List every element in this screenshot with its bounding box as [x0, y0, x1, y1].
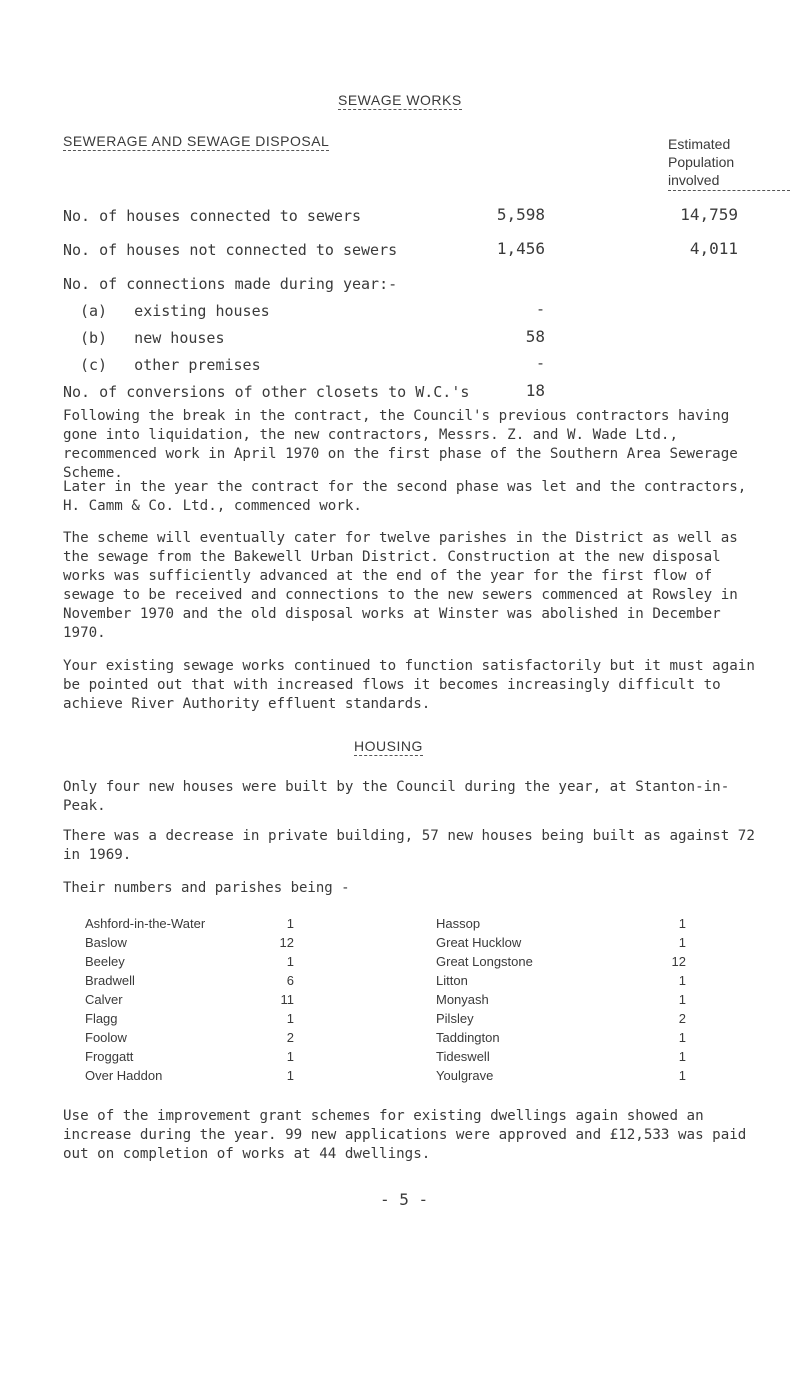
- sewerage-paragraph-4: Your existing sewage works continued to function satisfactorily but it must again be pointed out that with increased flows it becomes increasingly difficult to achieve River Authority effluent standards.: [63, 658, 755, 712]
- parishes-intro: Their numbers and parishes being -: [63, 880, 350, 896]
- housing-paragraph-1: Only four new houses were built by the Council during the year, at Stanton-in-Peak.: [63, 779, 730, 814]
- list-item: Taddington: [436, 1030, 500, 1045]
- improvement-grant-paragraph: Use of the improvement grant schemes for existing dwellings again showed an increase during the year. 99 new applications were approved and £12,533 was paid out on completion of works at 44 dwellings.: [63, 1108, 747, 1162]
- list-item: Great Longstone: [436, 954, 533, 969]
- parishes-left-counts: [268, 914, 294, 1085]
- list-item-count: 2: [286, 1030, 294, 1045]
- connection-other-premises-value: -: [535, 354, 545, 372]
- list-item: Pilsley: [436, 1011, 474, 1026]
- sewerage-paragraph-2: Later in the year the contract for the second phase was let and the contractors, H. Camm & Co. Ltd., commenced work.: [63, 479, 747, 514]
- list-item: Calver: [85, 992, 123, 1007]
- list-item: Youlgrave: [436, 1068, 494, 1083]
- list-item-count: 1: [678, 935, 686, 950]
- conversions-label: No. of conversions of other closets to W.C.'s: [63, 383, 470, 401]
- connection-existing-houses: (a) existing houses: [80, 302, 270, 320]
- header-line-2: Population: [668, 154, 735, 170]
- stat-value-connected: 5,598: [496, 205, 545, 224]
- connection-other-premises: (c) other premises: [80, 356, 261, 374]
- stat-population-connected: 14,759: [680, 205, 738, 224]
- list-item-count: 1: [286, 1049, 294, 1064]
- parishes-right-counts: [650, 914, 686, 1085]
- page-number: - 5 -: [380, 1190, 429, 1209]
- list-item: Foolow: [85, 1030, 127, 1045]
- housing-paragraph-2: There was a decrease in private building, 57 new houses being built as against 72 in 1969.: [63, 828, 755, 863]
- list-item-count: 1: [286, 1011, 294, 1026]
- connection-new-houses: (b) new houses: [80, 329, 225, 347]
- page-title: SEWAGE WORKS: [338, 92, 462, 108]
- list-item: Baslow: [85, 935, 127, 950]
- list-item-count: 1: [678, 916, 686, 931]
- list-item-count: 12: [671, 954, 686, 969]
- list-item: Ashford-in-the-Water: [85, 916, 206, 931]
- housing-heading: HOUSING: [354, 738, 423, 754]
- list-item: Litton: [436, 973, 468, 988]
- list-item-count: 11: [280, 992, 294, 1007]
- stat-population-not-connected: 4,011: [689, 239, 738, 258]
- list-item: Bradwell: [85, 973, 135, 988]
- list-item: Beeley: [85, 954, 125, 969]
- header-line-1: Estimated: [668, 136, 731, 152]
- list-item-count: 1: [678, 992, 686, 1007]
- list-item-count: 1: [286, 1068, 294, 1083]
- parishes-right-names: [436, 914, 626, 1085]
- list-item-count: 1: [286, 916, 294, 931]
- list-item-count: 1: [678, 1049, 686, 1064]
- list-item: Froggatt: [85, 1049, 134, 1064]
- parishes-left-names: [85, 914, 275, 1085]
- stat-label-connected: No. of houses connected to sewers: [63, 207, 362, 225]
- stat-label-not-connected: No. of houses not connected to sewers: [63, 241, 398, 259]
- conversions-value: 18: [525, 381, 545, 400]
- list-item-count: 2: [678, 1011, 686, 1026]
- list-item-count: 6: [286, 973, 294, 988]
- connection-existing-houses-value: -: [535, 300, 545, 318]
- list-item: Hassop: [436, 916, 481, 931]
- estimated-population-header: [668, 135, 790, 191]
- list-item: Over Haddon: [85, 1068, 163, 1083]
- connections-label: No. of connections made during year:-: [63, 275, 398, 293]
- list-item-count: 12: [279, 935, 294, 950]
- list-item: Great Hucklow: [436, 935, 522, 950]
- sewerage-paragraph-3: The scheme will eventually cater for twelve parishes in the District as well as the sewage from the Bakewell Urban District. Construction at the new disposal works was sufficiently advanced at the end of the year for the first flow of sewage to be received and connections to the new sewers commenced at Rowsley in November 1970 and the old disposal works at Winster was abolished in December 1970.: [63, 530, 738, 641]
- list-item-count: 1: [678, 1068, 686, 1083]
- section-heading: SEWERAGE AND SEWAGE DISPOSAL: [63, 133, 330, 149]
- list-item: Flagg: [85, 1011, 118, 1026]
- stat-value-not-connected: 1,456: [496, 239, 545, 258]
- connection-new-houses-value: 58: [525, 327, 545, 346]
- list-item: Tideswell: [436, 1049, 490, 1064]
- header-line-3: involved: [668, 171, 790, 191]
- sewerage-paragraph-1: Following the break in the contract, the Council's previous contractors having gone into liquidation, the new contractors, Messrs. Z. and W. Wade Ltd., recommenced work in April 1970 on the first phase of the Southern Area Sewerage Scheme.: [63, 408, 738, 481]
- list-item: Monyash: [436, 992, 489, 1007]
- list-item-count: 1: [286, 954, 294, 969]
- list-item-count: 1: [678, 1030, 686, 1045]
- list-item-count: 1: [678, 973, 686, 988]
